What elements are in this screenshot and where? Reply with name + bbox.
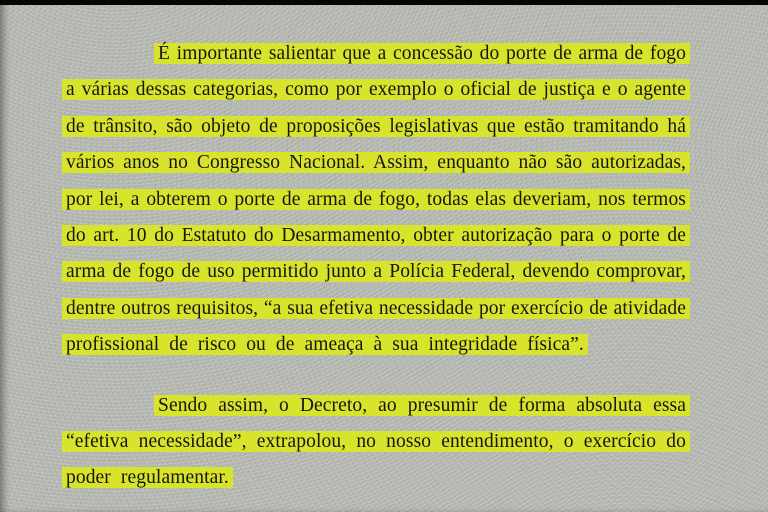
text-line (62, 460, 690, 496)
highlighted-text: a várias dessas categorias, como por exemplo o oficial de justiça e o agente (62, 79, 690, 100)
paragraph-1 (62, 36, 690, 364)
highlighted-text: É importante salientar que a concessão do porte de arma de fogo (154, 43, 690, 64)
highlighted-text: profissional de risco ou de ameaça à sua integridade física”. (62, 334, 588, 355)
highlighted-text: arma de fogo de uso permitido junto a Polícia Federal, devendo comprovar, (62, 261, 690, 282)
text-line (62, 182, 690, 218)
highlighted-text: “efetiva necessidade”, extrapolou, no nosso entendimento, o exercício do (62, 431, 690, 452)
text-line (62, 145, 690, 181)
highlighted-text: dentre outros requisitos, “a sua efetiva necessidade por exercício de atividade (62, 298, 690, 319)
text-line (62, 109, 690, 145)
paragraph-2 (62, 388, 690, 497)
text-line (62, 254, 690, 290)
highlighted-text: de trânsito, são objeto de proposições legislativas que estão tramitando há (62, 116, 690, 137)
highlighted-text: vários anos no Congresso Nacional. Assim, enquanto não são autorizadas, (62, 152, 690, 173)
text-line (62, 218, 690, 254)
text-line (62, 291, 690, 327)
text-line (62, 36, 690, 72)
top-letterbox-bar (0, 0, 768, 5)
text-line (62, 388, 690, 424)
text-line (62, 327, 690, 363)
document-text (62, 36, 690, 497)
highlighted-text: poder regulamentar. (62, 467, 233, 488)
highlighted-text: do art. 10 do Estatuto do Desarmamento, obter autorização para o porte de (62, 225, 690, 246)
highlighted-text: Sendo assim, o Decreto, ao presumir de forma absoluta essa (154, 395, 690, 416)
text-line (62, 72, 690, 108)
text-line (62, 424, 690, 460)
highlighted-text: por lei, a obterem o porte de arma de fogo, todas elas deveriam, nos termos (62, 189, 690, 210)
